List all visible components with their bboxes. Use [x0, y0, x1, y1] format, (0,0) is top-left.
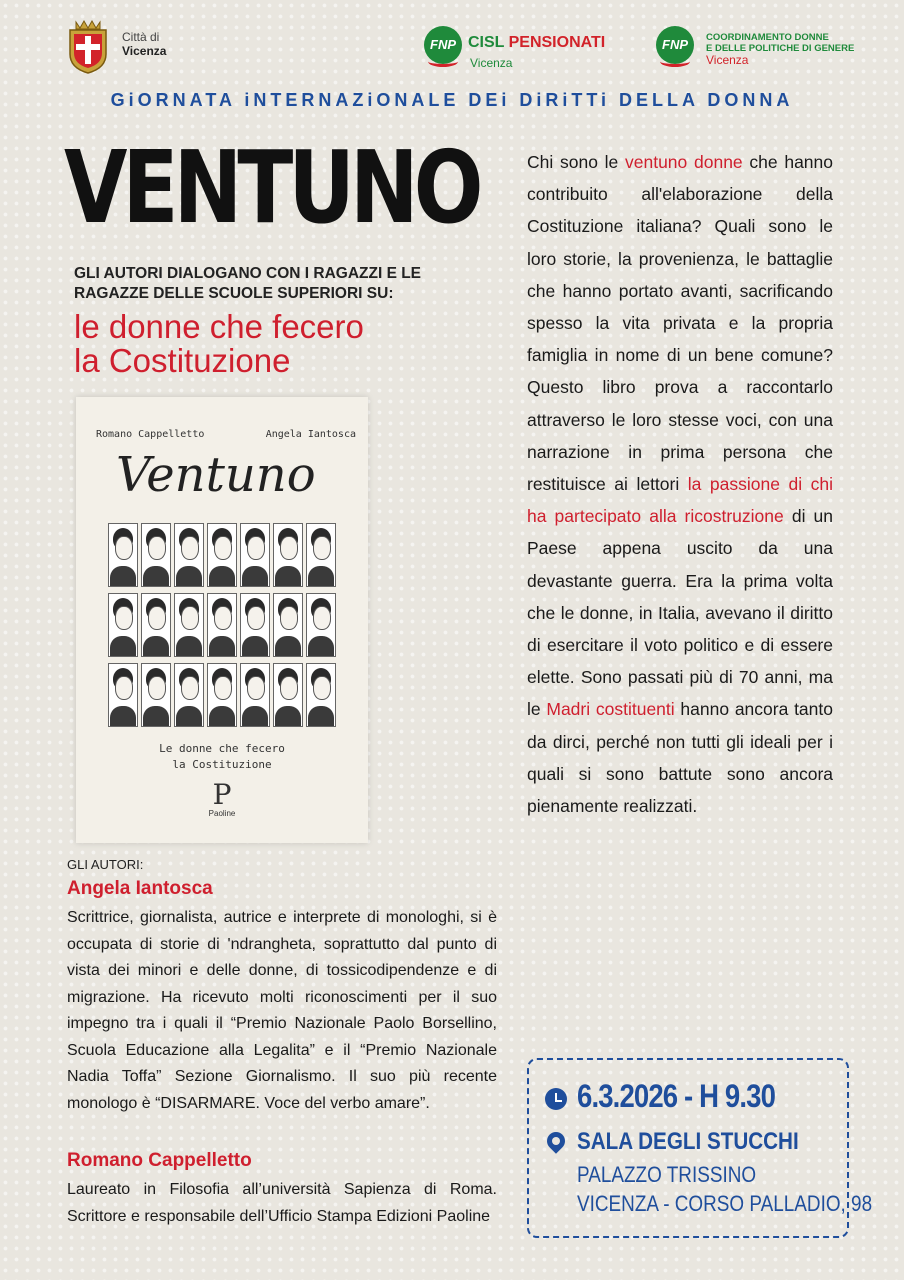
- portrait-image: [273, 593, 303, 657]
- cisl-label: CISL: [468, 34, 505, 51]
- publisher-name: Paoline: [208, 809, 236, 818]
- portrait-image: [207, 523, 237, 587]
- portrait-image: [174, 663, 204, 727]
- swoosh-icon-2: [660, 56, 690, 67]
- portrait-image: [108, 593, 138, 657]
- event-venue: SALA DEGLI STUCCHI: [577, 1128, 799, 1155]
- portrait-image: [306, 663, 336, 727]
- desc-part-3: di un Paese appena uscito da una devastante guerra. Era la prima volta che le donne, in Italia, avevano il diritto di esercitare il voto politico e di essere elette. Sono passati più di 70 anni, ma le: [527, 506, 833, 720]
- author1-name: Angela Iantosca: [67, 878, 213, 899]
- book-description: [527, 146, 833, 822]
- portrait-image: [207, 593, 237, 657]
- fnp-badge: FNP: [424, 26, 462, 64]
- desc-part-1: Chi sono le: [527, 152, 625, 172]
- city-crest-icon: [66, 18, 110, 74]
- portrait-image: [240, 523, 270, 587]
- portrait-image: [141, 523, 171, 587]
- red-title-line2: la Costituzione: [74, 342, 291, 379]
- portrait-image: [141, 593, 171, 657]
- logo2-city: Vicenza: [706, 53, 749, 67]
- cover-subtitle: [76, 741, 368, 773]
- cover-authors: [96, 429, 356, 440]
- city-name-line1: Città di: [122, 30, 160, 44]
- portrait-image: [240, 593, 270, 657]
- event-datetime: 6.3.2026 - H 9.30: [577, 1078, 776, 1114]
- portrait-image: [174, 523, 204, 587]
- main-title: VENTUNO: [64, 129, 479, 246]
- event-address: VICENZA - CORSO PALLADIO, 98: [577, 1191, 873, 1216]
- portrait-row: [108, 523, 336, 587]
- cover-author-right: Angela Iantosca: [265, 429, 356, 440]
- day-title: GiORNATA iNTERNAZiONALE DEi DiRiTTi DELLA DONNA: [110, 90, 794, 110]
- portrait-image: [273, 523, 303, 587]
- desc-highlight-2: la passione di chi ha partecipato alla ricostruzione: [527, 474, 833, 527]
- portrait-image: [141, 663, 171, 727]
- portrait-image: [108, 523, 138, 587]
- fnp-coordinamento-logo: [656, 26, 694, 64]
- author2-bio: Laureato in Filosofia all’università Sapienza di Roma. Scrittore e responsabile dell’Ufficio Stampa Edizioni Paoline: [67, 1181, 497, 1225]
- location-pin-icon: [543, 1128, 568, 1153]
- coordinamento-label: [706, 32, 876, 54]
- author2-name: Romano Cappelletto: [67, 1150, 252, 1171]
- cover-title: Ventuno: [116, 447, 316, 503]
- portrait-row: [108, 593, 336, 657]
- portrait-row: [108, 663, 336, 727]
- book-cover: [76, 397, 368, 843]
- coordinamento-line2: E DELLE POLITICHE DI GENERE: [706, 43, 855, 54]
- fnp-cisl-logo: [424, 26, 462, 64]
- coordinamento-line1: COORDINAMENTO DONNE: [706, 32, 829, 43]
- portrait-image: [207, 663, 237, 727]
- portrait-image: [306, 593, 336, 657]
- desc-highlight-3: Madri costituenti: [546, 699, 675, 720]
- desc-highlight-1: ventuno donne: [625, 152, 743, 172]
- city-name-line2: Vicenza: [122, 44, 167, 58]
- red-title-line1: le donne che fecero: [74, 308, 364, 345]
- portrait-image: [273, 663, 303, 727]
- cover-author-left: Romano Cappelletto: [96, 429, 205, 440]
- city-name: [122, 30, 166, 58]
- publisher-mark-icon: P: [212, 778, 232, 811]
- portrait-image: [108, 663, 138, 727]
- portrait-image: [240, 663, 270, 727]
- portrait-grid: [108, 523, 336, 733]
- cisl-pensionati-label: [468, 34, 605, 52]
- subtitle: GLI AUTORI DIALOGANO CON I RAGAZZI E LE RAGAZZE DELLE SCUOLE SUPERIORI SU:: [74, 265, 422, 302]
- authors-label: GLI AUTORI:: [67, 857, 144, 872]
- red-title: [74, 310, 494, 378]
- pensionati-label: PENSIONATI: [508, 34, 606, 51]
- swoosh-icon: [428, 56, 458, 67]
- publisher-logo: [200, 778, 244, 818]
- logo1-city: Vicenza: [470, 56, 513, 70]
- cover-subtitle-line2: la Costituzione: [172, 758, 272, 771]
- event-building: PALAZZO TRISSINO: [577, 1162, 757, 1187]
- clock-icon: [545, 1088, 567, 1110]
- desc-part-2: che hanno contribuito all'elaborazione della Costituzione italiana? Quali sono le loro storie, la provenienza, le battaglie che hanno portato avanti, sacrificando spesso la vita privata e la propria famiglia in nome di un bene comune? Questo libro prova a raccontarlo attraverso le loro stesse voci, con una narrazione in prima persona che restituisce ai lettori: [527, 152, 833, 495]
- cover-subtitle-line1: Le donne che fecero: [159, 742, 285, 755]
- desc-part-4: hanno ancora tanto da dirci, perché non tutti gli ideali per i quali si sono battute sono ancora pienamente realizzati.: [527, 699, 833, 817]
- portrait-image: [174, 593, 204, 657]
- author1-bio: Scrittrice, giornalista, autrice e interprete di monologhi, si è occupata di storie di 'ndrangheta, soprattutto dal punto di vista dei minori e delle donne, di tossicodipendenze e di migrazione. Ha ricevuto molti riconoscimenti per il suo impegno tra i quali il “Premio Nazionale Paolo Borsellino, Scuola Educazione alla Legalita” e il “Premio Nazionale Nadia Toffa” Sezione Giornalismo. Il suo più recente monologo è “DISARMARE. Voce del verbo amare”.: [67, 909, 497, 1112]
- fnp-badge-2: FNP: [656, 26, 694, 64]
- event-info-box: [527, 1058, 873, 1238]
- portrait-image: [306, 523, 336, 587]
